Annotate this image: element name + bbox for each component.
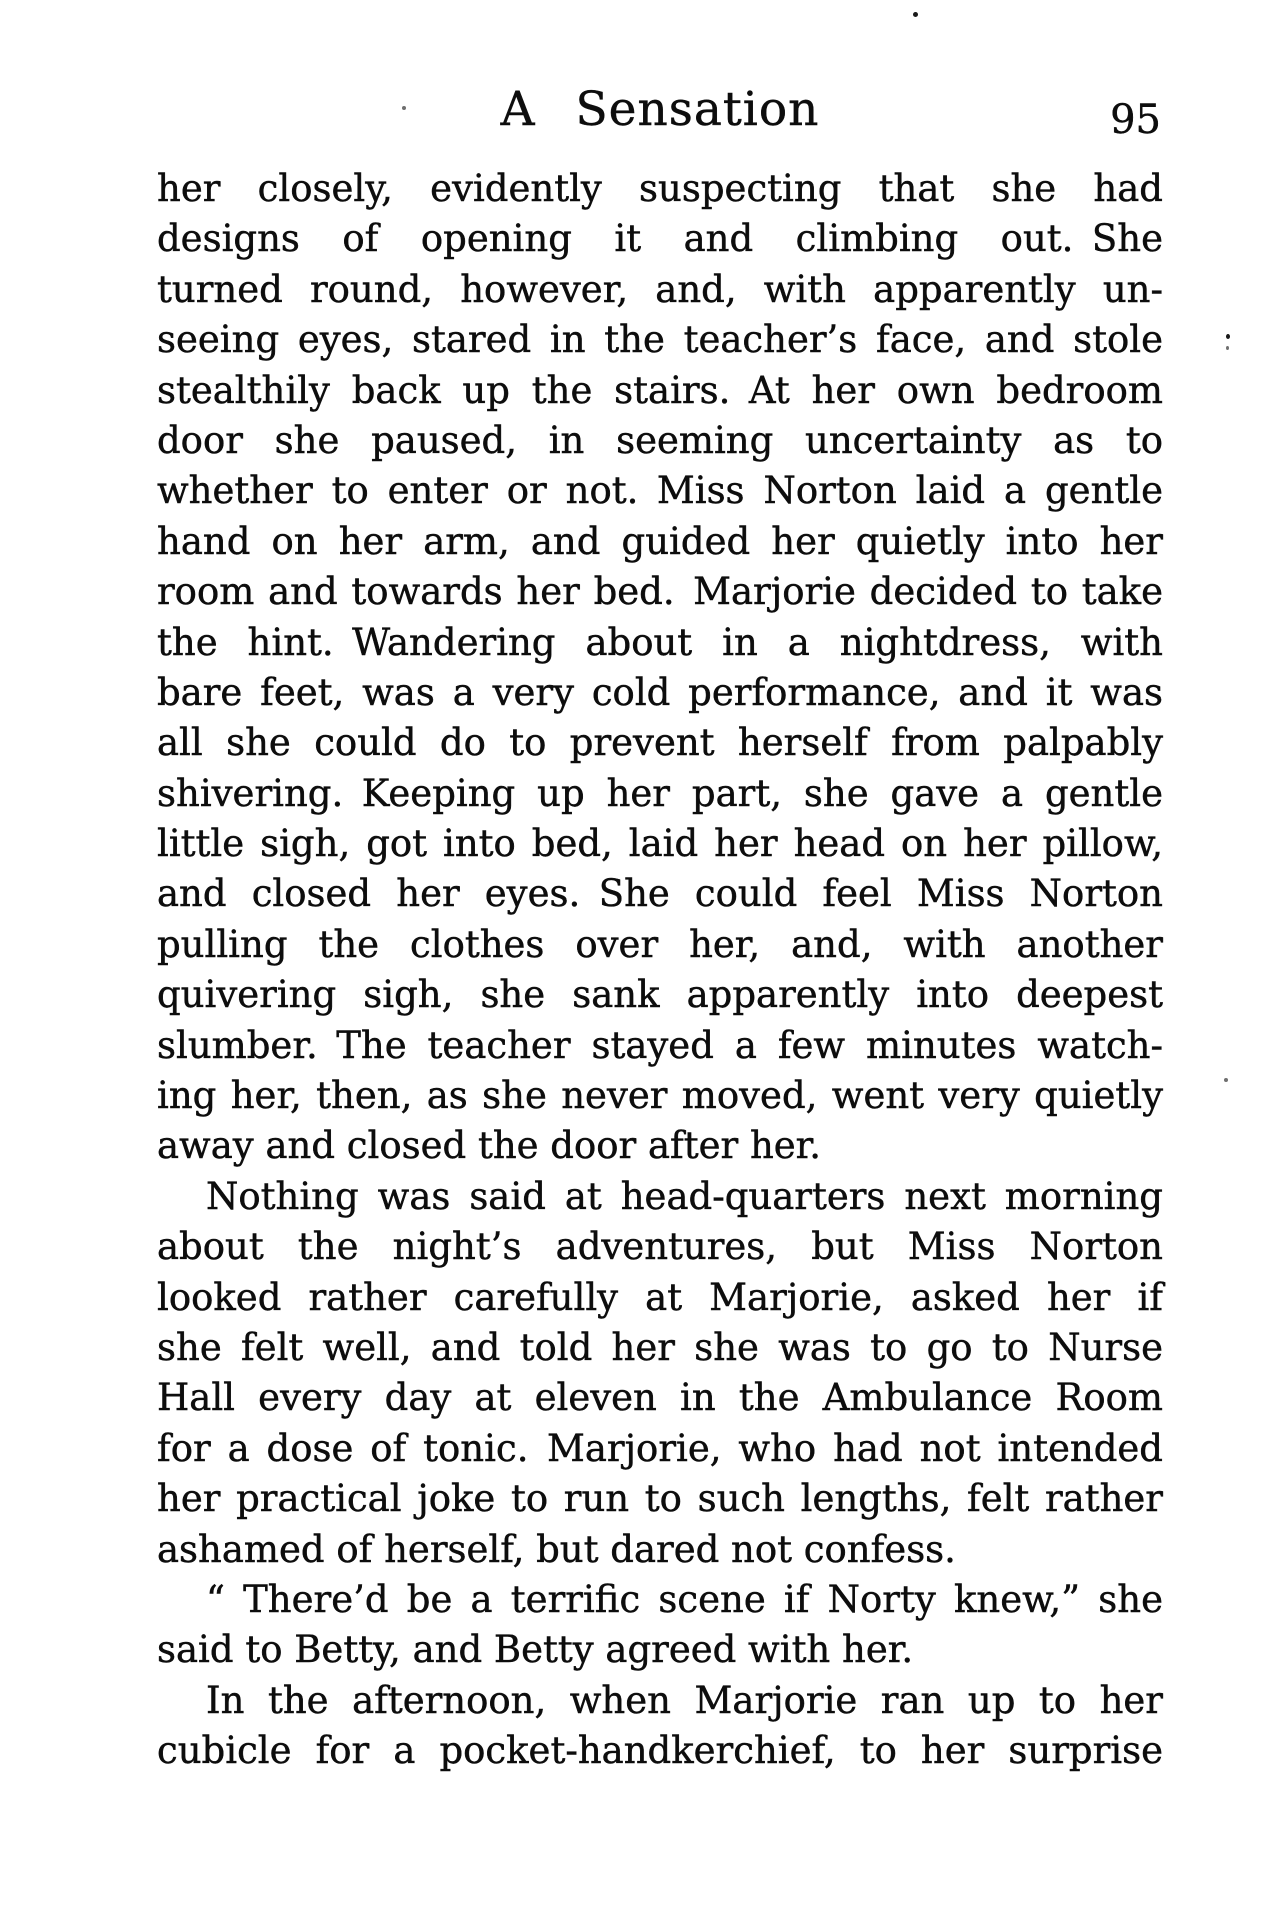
text-line: whether to enter or not. Miss Norton laid a gentle — [157, 469, 1163, 513]
body-text — [157, 164, 1163, 1777]
text-line: all she could do to prevent herself from palpably — [157, 721, 1163, 765]
scan-speck — [1226, 346, 1229, 350]
text-line: little sigh, got into bed, laid her head on her pillow, — [157, 822, 1163, 866]
text-line: ing her, then, as she never moved, went very quietly — [157, 1074, 1163, 1118]
text-line: shivering. Keeping up her part, she gave a gentle — [157, 771, 1163, 815]
text-line: said to Betty, and Betty agreed with her. — [157, 1628, 914, 1672]
text-line: away and closed the door after her. — [157, 1124, 822, 1168]
paragraph — [157, 1172, 1163, 1575]
text-line: pulling the clothes over her, and, with another — [157, 922, 1163, 966]
scan-speck — [913, 12, 918, 17]
text-line: cubicle for a pocket-handkerchief, to her surprise — [157, 1729, 1163, 1773]
paragraph — [157, 1575, 1163, 1676]
paragraph — [157, 164, 1163, 1172]
text-line: ashamed of herself, but dared not confess. — [157, 1527, 956, 1571]
text-line: looked rather carefully at Marjorie, asked her if — [157, 1275, 1163, 1319]
text-line: turned round, however, and, with apparently un- — [157, 267, 1163, 311]
text-line: room and towards her bed. Marjorie decided to take — [157, 570, 1163, 614]
text-line: bare feet, was a very cold performance, and it was — [157, 670, 1163, 714]
text-line: stealthily back up the stairs. At her own bedroom — [157, 368, 1163, 412]
chapter-title: A Sensation — [500, 82, 820, 137]
text-line: the hint. Wandering about in a nightdress, with — [157, 620, 1163, 664]
scan-speck — [1226, 334, 1230, 339]
text-line: Nothing was said at head-quarters next morning — [206, 1174, 1163, 1218]
text-line: hand on her arm, and guided her quietly into her — [157, 519, 1163, 563]
text-line: her closely, evidently suspecting that she had — [157, 167, 1163, 210]
text-line: she felt well, and told her she was to go to Nurse — [157, 1325, 1163, 1369]
text-line: designs of opening it and climbing out. She — [157, 217, 1163, 261]
paragraph — [157, 1676, 1163, 1777]
text-line: slumber. The teacher stayed a few minutes watch- — [157, 1023, 1163, 1067]
scan-speck — [1224, 1078, 1228, 1082]
page-number: 95 — [1110, 97, 1161, 143]
text-line: door she paused, in seeming uncertainty as to — [157, 418, 1163, 462]
text-line: In the afternoon, when Marjorie ran up to her — [206, 1678, 1163, 1722]
text-line: seeing eyes, stared in the teacher’s face, and stole — [157, 318, 1163, 362]
text-line: quivering sigh, she sank apparently into deepest — [157, 973, 1163, 1017]
scan-speck — [402, 106, 406, 110]
text-line: about the night’s adventures, but Miss Norton — [157, 1225, 1163, 1269]
text-line: for a dose of tonic. Marjorie, who had not intended — [157, 1426, 1163, 1470]
text-line: Hall every day at eleven in the Ambulance Room — [157, 1376, 1163, 1420]
text-line: “ There’d be a terrific scene if Norty knew,” she — [206, 1577, 1163, 1621]
text-line: and closed her eyes. She could feel Miss Norton — [157, 872, 1163, 916]
text-line: her practical joke to run to such lengths, felt rather — [157, 1477, 1163, 1521]
page-header — [157, 82, 1163, 146]
